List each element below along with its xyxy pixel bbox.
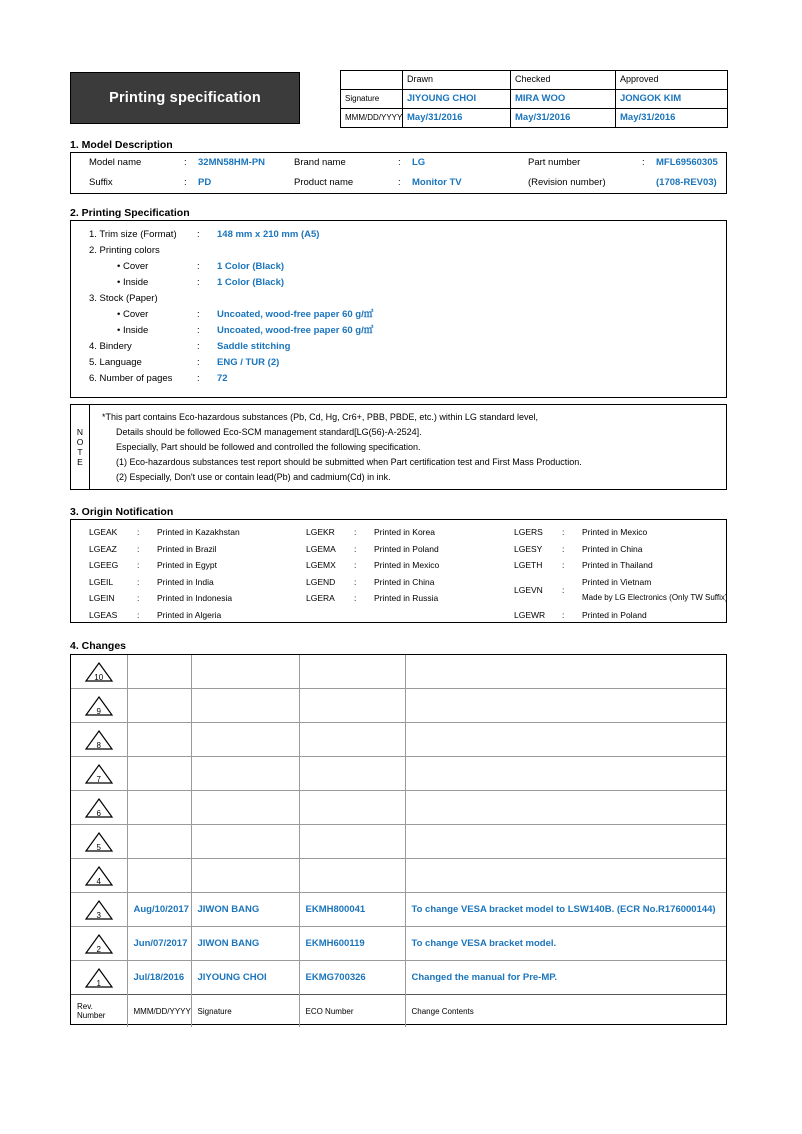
printing-spec-key: 4. Bindery <box>89 341 132 352</box>
origin-code: LGEAK <box>89 527 118 537</box>
revision-number: 8 <box>96 740 101 750</box>
changes-footer-date: MMM/DD/YYYY <box>127 995 191 1028</box>
table-row <box>71 859 726 893</box>
approval-date-checked: May/31/2016 <box>511 109 616 128</box>
printing-spec-key: 6. Number of pages <box>89 373 173 384</box>
origin-row <box>514 524 728 541</box>
origin-colon: : <box>137 576 140 587</box>
printing-spec-key: 1. Trim size (Format) <box>89 229 177 240</box>
changes-cell-date <box>127 723 191 757</box>
part-number-value: MFL69560305 <box>656 156 718 168</box>
origin-colon: : <box>562 609 565 620</box>
origin-code: LGERS <box>514 527 543 537</box>
section-heading-origin: 3. Origin Notification <box>70 506 174 518</box>
revision-triangle-icon <box>84 899 114 921</box>
revision-number: 4 <box>96 876 101 886</box>
origin-colon: : <box>137 593 140 603</box>
revision-number-value: (1708-REV03) <box>656 176 717 188</box>
approval-col-checked: Checked <box>511 71 616 90</box>
origin-code: LGEIN <box>89 593 115 603</box>
changes-cell-revision <box>71 723 127 757</box>
approval-date-approved: May/31/2016 <box>616 109 728 128</box>
origin-colon: : <box>562 543 565 554</box>
model-name-value: 32MN58HM-PN <box>198 156 266 168</box>
origin-row <box>306 590 439 607</box>
revision-triangle-icon <box>84 661 114 683</box>
approval-signature-checked: MIRA WOO <box>511 90 616 109</box>
changes-footer-revision: Rev. Number <box>71 995 127 1028</box>
origin-colon: : <box>354 593 357 603</box>
approval-date-label: MMM/DD/YYYY <box>341 109 403 128</box>
origin-value: Printed in Egypt <box>157 560 218 570</box>
origin-value: Printed in Kazakhstan <box>157 527 240 537</box>
origin-code: LGESY <box>514 543 543 554</box>
section-heading-changes: 4. Changes <box>70 640 127 652</box>
printing-spec-key: • Cover <box>117 261 149 272</box>
printing-spec-colon: : <box>197 229 200 240</box>
product-name-value: Monitor TV <box>412 176 462 188</box>
approval-signature-drawn: JIYOUNG CHOI <box>403 90 511 109</box>
origin-row <box>514 557 728 574</box>
changes-footer-row <box>71 995 726 1028</box>
approval-table <box>340 70 728 128</box>
origin-colon: : <box>354 576 357 587</box>
origin-row <box>306 541 439 558</box>
changes-cell-eco <box>299 859 405 893</box>
revision-triangle-icon <box>84 729 114 751</box>
model-name-label: Model name <box>89 156 142 168</box>
changes-cell-contents <box>405 655 726 689</box>
approval-col-approved: Approved <box>616 71 728 90</box>
changes-cell-signature: JIYOUNG CHOI <box>191 961 299 995</box>
changes-cell-contents <box>405 859 726 893</box>
changes-cell-date: Aug/10/2017 <box>127 893 191 927</box>
brand-name-colon: : <box>398 156 401 168</box>
origin-notification-panel <box>70 519 727 623</box>
approval-col-drawn: Drawn <box>403 71 511 90</box>
changes-cell-signature <box>191 791 299 825</box>
revision-triangle-icon <box>84 865 114 887</box>
revision-number: 2 <box>96 944 101 954</box>
changes-cell-eco <box>299 655 405 689</box>
revision-number-colon <box>642 173 656 193</box>
origin-row <box>89 557 240 574</box>
note-line: Especially, Part should be followed and controlled the following specification. <box>116 442 421 452</box>
origin-value: Printed in Mexico <box>582 527 648 537</box>
approval-signature-approved: JONGOK KIM <box>616 90 728 109</box>
printing-spec-value: 1 Color (Black) <box>217 261 285 272</box>
origin-row <box>306 524 439 541</box>
origin-value: Printed in Mexico <box>374 560 440 570</box>
table-row <box>71 825 726 859</box>
approval-header-row <box>341 71 728 90</box>
changes-cell-date: Jul/18/2016 <box>127 961 191 995</box>
printing-spec-value: ENG / TUR (2) <box>217 357 280 368</box>
changes-cell-signature: JIWON BANG <box>191 927 299 961</box>
printing-spec-colon: : <box>197 277 200 288</box>
printing-spec-key: • Inside <box>117 325 149 336</box>
origin-colon: : <box>354 527 357 537</box>
printing-spec-row <box>71 275 726 291</box>
suffix-colon: : <box>184 176 187 188</box>
changes-cell-eco: EKMH800041 <box>299 893 405 927</box>
changes-cell-contents <box>405 689 726 723</box>
note-label-letter: N <box>76 427 84 437</box>
changes-cell-date: Jun/07/2017 <box>127 927 191 961</box>
changes-cell-eco: EKMG700326 <box>299 961 405 995</box>
origin-value: Printed in Poland <box>582 609 647 620</box>
changes-cell-date <box>127 825 191 859</box>
changes-cell-contents <box>405 723 726 757</box>
approval-signature-label: Signature <box>341 90 403 109</box>
origin-colon: : <box>562 527 565 537</box>
note-line: Details should be followed Eco-SCM management standard[LG(56)-A-2524]. <box>116 427 422 437</box>
origin-code: LGEKR <box>306 527 335 537</box>
origin-colon: : <box>562 560 565 570</box>
changes-table <box>71 655 726 1027</box>
revision-number: 5 <box>96 842 101 852</box>
changes-cell-signature <box>191 689 299 723</box>
note-line: *This part contains Eco-hazardous substances (Pb, Cd, Hg, Cr6+, PBB, PBDE, etc.) within LG standard level, <box>102 412 538 422</box>
revision-number: 3 <box>96 910 101 920</box>
note-label-letter: O <box>76 437 84 447</box>
table-row <box>71 757 726 791</box>
product-name-colon: : <box>398 176 401 188</box>
brand-name-label: Brand name <box>294 156 346 168</box>
printing-spec-key: 3. Stock (Paper) <box>89 293 158 304</box>
model-row-2 <box>71 173 728 193</box>
table-row <box>71 791 726 825</box>
origin-row <box>514 541 728 558</box>
changes-cell-eco <box>299 723 405 757</box>
revision-triangle-icon <box>84 695 114 717</box>
origin-row <box>89 541 240 558</box>
printing-spec-colon: : <box>197 341 200 352</box>
origin-value: Printed in Thailand <box>582 560 653 570</box>
origin-value-secondary: Made by LG Electronics (Only TW Suffix) <box>582 593 728 602</box>
changes-cell-signature <box>191 655 299 689</box>
changes-cell-signature <box>191 825 299 859</box>
revision-number: 1 <box>96 978 101 988</box>
changes-cell-signature <box>191 757 299 791</box>
printing-spec-colon: : <box>197 373 200 384</box>
changes-cell-date <box>127 859 191 893</box>
changes-cell-date <box>127 791 191 825</box>
origin-row <box>89 607 240 624</box>
table-row <box>71 723 726 757</box>
origin-colon: : <box>137 543 140 554</box>
origin-value-group <box>582 574 728 607</box>
printing-spec-row <box>71 307 726 323</box>
origin-code: LGETH <box>514 560 543 570</box>
printing-spec-colon: : <box>197 325 200 336</box>
origin-value: Printed in Brazil <box>157 543 217 554</box>
table-row <box>71 655 726 689</box>
note-label-letter: E <box>77 457 83 467</box>
revision-number: 6 <box>96 808 101 818</box>
printing-spec-key: • Inside <box>117 277 149 288</box>
changes-cell-date <box>127 757 191 791</box>
origin-colon: : <box>137 527 140 537</box>
table-row <box>71 689 726 723</box>
origin-code: LGEMX <box>306 560 336 570</box>
origin-code: LGEMA <box>306 543 336 554</box>
printing-spec-row <box>71 323 726 339</box>
origin-row <box>514 607 728 624</box>
printing-spec-value: 148 mm x 210 mm (A5) <box>217 229 320 240</box>
origin-code: LGERA <box>306 593 335 603</box>
revision-triangle-icon <box>84 933 114 955</box>
note-body <box>90 405 726 489</box>
changes-cell-contents <box>405 825 726 859</box>
changes-cell-signature: JIWON BANG <box>191 893 299 927</box>
printing-spec-value: 1 Color (Black) <box>217 277 285 288</box>
origin-value: Printed in Poland <box>374 543 439 554</box>
suffix-label: Suffix <box>89 176 113 188</box>
printing-spec-row <box>71 371 726 387</box>
note-panel <box>70 404 727 490</box>
note-label <box>71 405 90 489</box>
approval-signature-row <box>341 90 728 109</box>
origin-column-c <box>514 524 728 623</box>
origin-value: Printed in Korea <box>374 527 435 537</box>
part-number-label: Part number <box>528 156 581 168</box>
origin-row <box>89 574 240 591</box>
changes-cell-date <box>127 655 191 689</box>
origin-value: Printed in India <box>157 576 214 587</box>
changes-cell-revision <box>71 859 127 893</box>
printing-spec-value: 72 <box>217 373 228 384</box>
changes-cell-date <box>127 689 191 723</box>
model-description-table <box>71 153 728 193</box>
part-number-colon: : <box>642 156 645 168</box>
table-row <box>71 893 726 927</box>
origin-value: Printed in Algeria <box>157 609 222 620</box>
origin-row-vietnam <box>514 574 728 607</box>
origin-grid <box>71 520 726 622</box>
approval-blank-cell <box>341 71 403 90</box>
changes-panel <box>70 654 727 1025</box>
origin-column-b <box>306 524 439 607</box>
revision-number-label: (Revision number) <box>528 176 606 188</box>
revision-triangle-icon <box>84 967 114 989</box>
origin-colon: : <box>137 609 140 620</box>
origin-code: LGEIL <box>89 576 114 587</box>
revision-triangle-icon <box>84 797 114 819</box>
brand-name-value: LG <box>412 156 426 168</box>
changes-cell-revision <box>71 791 127 825</box>
printing-spec-value: Saddle stitching <box>217 341 291 352</box>
origin-value: Printed in China <box>374 576 435 587</box>
note-line: (2) Especially, Don't use or contain lead(Pb) and cadmium(Cd) in ink. <box>116 472 391 482</box>
printing-spec-value: Uncoated, wood-free paper 60 g/㎡ <box>217 325 374 336</box>
printing-specification-panel <box>70 220 727 398</box>
approval-date-drawn: May/31/2016 <box>403 109 511 128</box>
revision-triangle-icon <box>84 763 114 785</box>
changes-cell-contents <box>405 791 726 825</box>
suffix-value: PD <box>198 176 212 188</box>
changes-cell-revision <box>71 825 127 859</box>
model-description-panel <box>70 152 727 194</box>
table-row <box>71 927 726 961</box>
changes-cell-contents <box>405 757 726 791</box>
revision-number: 7 <box>96 774 101 784</box>
changes-cell-signature <box>191 859 299 893</box>
changes-cell-eco <box>299 825 405 859</box>
origin-code: LGEWR <box>514 609 546 620</box>
revision-triangle-icon <box>84 831 114 853</box>
product-name-label: Product name <box>294 176 354 188</box>
origin-code: LGEAS <box>89 609 118 620</box>
origin-value: Printed in Vietnam <box>582 577 652 587</box>
origin-code: LGEVN <box>514 584 543 595</box>
changes-footer-signature: Signature <box>191 995 299 1028</box>
changes-cell-eco <box>299 791 405 825</box>
printing-spec-key: • Cover <box>117 309 149 320</box>
page-title: Printing specification <box>70 72 300 124</box>
origin-code: LGEND <box>306 576 336 587</box>
section-heading-printing: 2. Printing Specification <box>70 207 190 219</box>
origin-colon: : <box>354 543 357 554</box>
printing-spec-value: Uncoated, wood-free paper 60 g/㎡ <box>217 309 374 320</box>
note-label-letter: T <box>77 447 83 457</box>
printing-spec-row <box>71 259 726 275</box>
changes-cell-revision <box>71 655 127 689</box>
printing-spec-row <box>71 291 726 307</box>
origin-colon: : <box>137 560 140 570</box>
printing-spec-colon: : <box>197 261 200 272</box>
origin-row <box>306 557 439 574</box>
changes-cell-contents: Changed the manual for Pre-MP. <box>405 961 726 995</box>
changes-cell-revision <box>71 893 127 927</box>
printing-spec-colon: : <box>197 357 200 368</box>
printing-spec-list <box>71 221 726 387</box>
changes-cell-revision <box>71 757 127 791</box>
origin-value: Printed in Indonesia <box>157 593 233 603</box>
printing-spec-key: 5. Language <box>89 357 142 368</box>
approval-date-row <box>341 109 728 128</box>
revision-number: 9 <box>96 706 101 716</box>
changes-footer-contents: Change Contents <box>405 995 726 1028</box>
origin-colon: : <box>354 560 357 570</box>
model-name-colon: : <box>184 156 187 168</box>
changes-cell-revision <box>71 927 127 961</box>
printing-spec-colon: : <box>197 309 200 320</box>
revision-number: 10 <box>94 672 104 682</box>
section-heading-model: 1. Model Description <box>70 139 173 151</box>
printing-spec-row <box>71 339 726 355</box>
table-row <box>71 961 726 995</box>
printing-spec-row <box>71 227 726 243</box>
origin-row <box>89 590 240 607</box>
changes-cell-eco <box>299 757 405 791</box>
changes-cell-signature <box>191 723 299 757</box>
changes-cell-eco <box>299 689 405 723</box>
origin-code: LGEAZ <box>89 543 117 554</box>
note-line: (1) Eco-hazardous substances test report should be submitted when Part certification test and First Mass Production. <box>116 457 582 467</box>
changes-cell-eco: EKMH600119 <box>299 927 405 961</box>
origin-code: LGEEG <box>89 560 119 570</box>
printing-spec-row <box>71 243 726 259</box>
origin-row <box>89 524 240 541</box>
origin-value: Printed in China <box>582 543 643 554</box>
origin-row <box>306 574 439 591</box>
origin-value: Printed in Russia <box>374 593 439 603</box>
changes-cell-contents: To change VESA bracket model to LSW140B. (ECR No.R176000144) <box>405 893 726 927</box>
printing-spec-key: 2. Printing colors <box>89 245 160 256</box>
origin-column-a <box>89 524 240 623</box>
origin-colon: : <box>562 584 565 595</box>
printing-spec-row <box>71 355 726 371</box>
changes-cell-contents: To change VESA bracket model. <box>405 927 726 961</box>
changes-cell-revision <box>71 689 127 723</box>
changes-footer-eco: ECO Number <box>299 995 405 1028</box>
model-row-1 <box>71 153 728 173</box>
changes-cell-revision <box>71 961 127 995</box>
